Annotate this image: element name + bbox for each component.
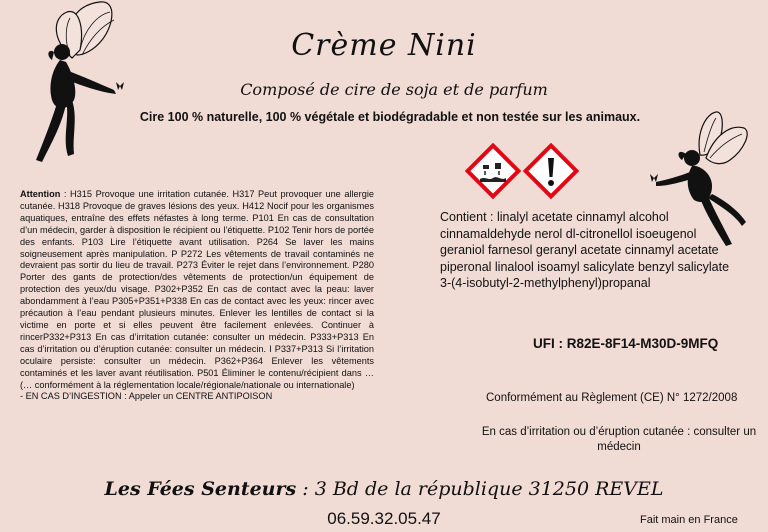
attention-block (20, 189, 374, 403)
address: : 3 Bd de la république 31250 REVEL (296, 478, 664, 500)
exclamation-pictogram-icon (523, 143, 579, 199)
ufi-code: UFI : R82E-8F14-M30D-9MFQ (533, 336, 719, 351)
irritation-note: En cas d’irritation ou d’éruption cutanée : consulter un médecin (481, 426, 757, 453)
made-in-france: Fait main en France (640, 514, 738, 526)
phone-number: 06.59.32.05.47 (327, 509, 441, 528)
corrosion-pictogram-icon (465, 143, 521, 199)
product-title: Crème Nini (291, 28, 477, 63)
attention-text: : H315 Provoque une irritation cutanée. H317 Peut provoquer une allergie cutanée. H318 Provoque de graves lésions des yeux. H412 Nocif pour les organismes aquatiques, entraîne des effets néfastes à long terme. P101 En cas de consultation d’un médecin, garder à disposition le récipient ou l’étiquette. P102 Tenir hors de portée des enfants. P103 Lire l’étiquette avant utilisation. P264 Se laver les mains soigneusement après manipulation. P P272 Les vêtements de travail contaminés ne devraient pas sortir du lieu de travail. P273 Éviter le rejet dans l’environnement. P280 Porter des gants de protection/des vêtements de protection/un équipement de protection des yeux/du visage. P302+P352 En cas de contact avec la peau: laver abondamment à l’eau P305+P351+P338 En cas de contact avec les yeux: rincer avec précaution à l’eau pendant plusieurs minutes. Enlever les lentilles de contact si la victime en porte et si elles peuvent être facilement enlevées. Continuer à rincerP332+P313 En cas d’irritation cutanée: consulter un médecin. P333+P313 En cas d’irritation ou d’éruption cutanée: consulter un médecin. I P337+P313 Si l’irritation oculaire persiste: consulter un médecin. P362+P364 Enlever les vêtements contaminés et les laver avant réutilisation. P501 Éliminer le contenu/récipient dans … (… conformément à la réglementation locale/régionale/nationale ou internationale) (20, 189, 374, 390)
brand-name: Les Fées Senteurs (104, 478, 297, 500)
ingestion-warning: - EN CAS D’INGESTION : Appeler un CENTRE ANTIPOISON (20, 391, 273, 402)
tagline: Cire 100 % naturelle, 100 % végétale et biodégradable et non testée sur les animaux. (139, 110, 641, 124)
product-subtitle: Composé de cire de soja et de parfum (240, 80, 548, 99)
regulation-note: Conformément au Règlement (CE) N° 1272/2008 (486, 392, 738, 404)
ingredients-list: Contient : linalyl acetate cinnamyl alcohol cinnamaldehyde nerol dl-citronellol isoeugenol geraniol farnesol geranyl acetate cinnamyl acetate piperonal linalool isoamyl salicylate benzyl salicylate 3-(4-isobutyl-2-methylphenyl)propanal (440, 210, 730, 290)
brand-address (0, 478, 768, 500)
attention-label: Attention (20, 189, 61, 199)
